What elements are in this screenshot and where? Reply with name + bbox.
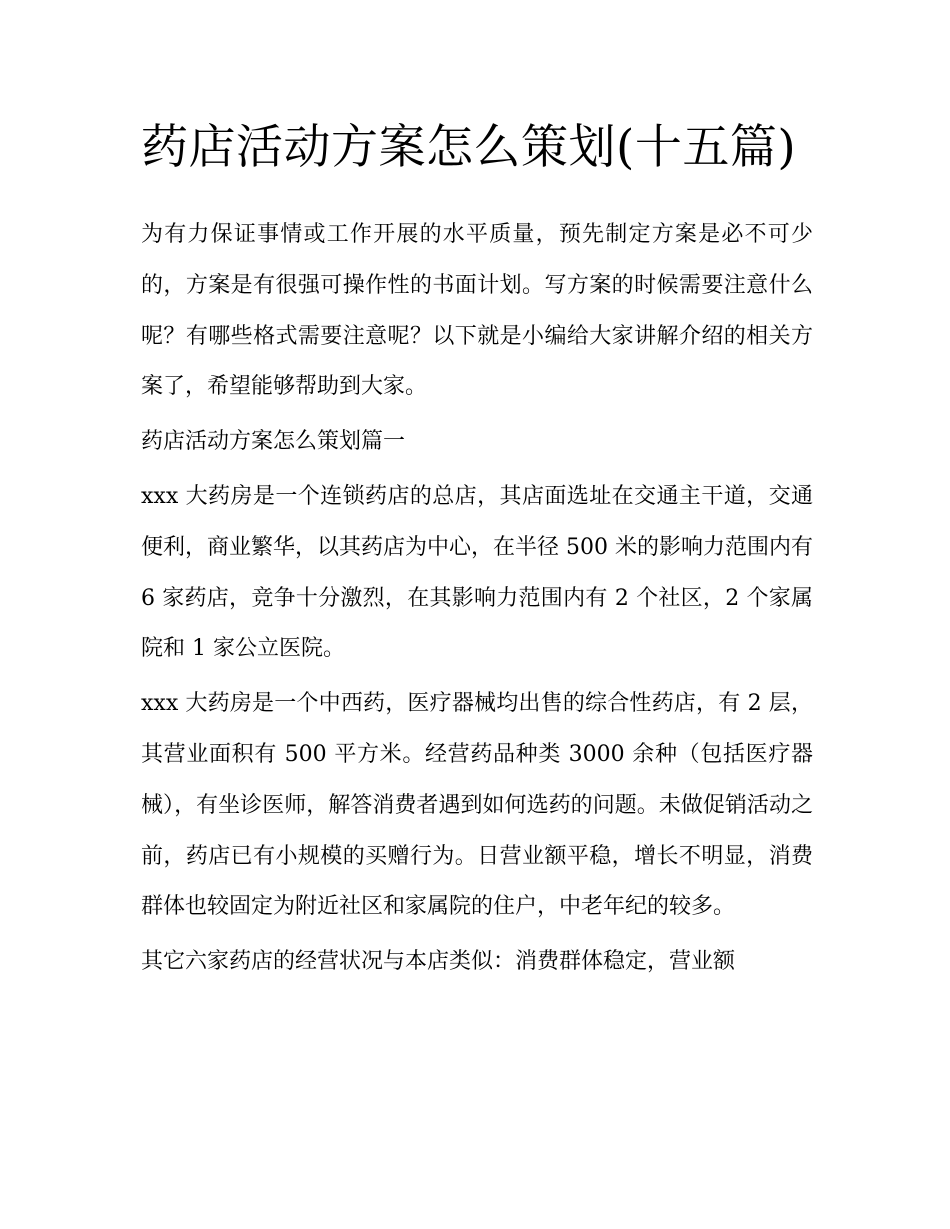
document-title: 药店活动方案怎么策划(十五篇) — [141, 120, 797, 175]
body-paragraph: 其它六家药店的经营状况与本店类似：消费群体稳定，营业额 — [141, 949, 736, 975]
section-heading: 药店活动方案怎么策划篇一 — [141, 429, 406, 455]
body-paragraph: xxx 大药房是一个中西药，医疗器械均出售的综合性药店，有 2 层，其营业面积有 500 平方米。经营药品种类 3000 余种（包括医疗器械），有坐诊医师，解答消费者遇到如何选药的问题。未做促销活动之前，药店已有小规模的买赠行为。日营业额平稳，增长不明显，消费群体也较固定为附近社区和家属院的住户，中老年纪的较多。 — [141, 691, 813, 920]
body-paragraph: xxx 大药房是一个连锁药店的总店，其店面选址在交通主干道，交通便利，商业繁华，以其药店为中心，在半径 500 米的影响力范围内有 6 家药店，竞争十分激烈，在其影响力范围内有 2 个社区，2 个家属院和 1 家公立医院。 — [141, 483, 813, 662]
intro-paragraph: 为有力保证事情或工作开展的水平质量，预先制定方案是必不可少的，方案是有很强可操作性的书面计划。写方案的时候需要注意什么呢？有哪些格式需要注意呢？以下就是小编给大家讲解介绍的相关方案了，希望能够帮助到大家。 — [141, 222, 813, 400]
document-body — [141, 112, 813, 992]
